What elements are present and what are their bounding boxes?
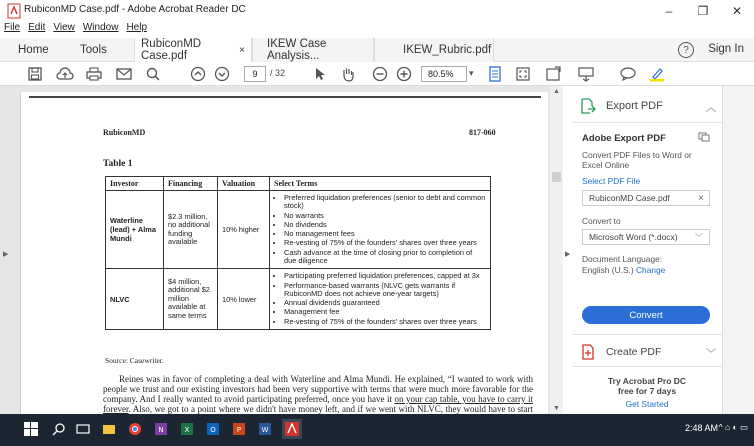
term-item: • No dividends: [284, 221, 486, 229]
tab-label: IKEW_Rubric.pdf: [403, 44, 492, 56]
terms-list: [274, 272, 486, 326]
tab-label: RubiconMD Case.pdf: [141, 38, 202, 62]
trial-promo: [572, 376, 722, 396]
menu-bar: [0, 22, 754, 36]
zoom-dropdown-icon[interactable]: ▾: [469, 68, 474, 78]
file-explorer-icon[interactable]: [102, 422, 116, 436]
outlook-icon[interactable]: [206, 422, 220, 436]
tools-right-pane: [572, 86, 722, 414]
promo-line: free for 7 days: [617, 386, 677, 396]
menu-file[interactable]: File: [4, 22, 21, 33]
change-language-link[interactable]: Change: [636, 265, 666, 275]
taskbar-clock[interactable]: 2:48 AM: [684, 423, 718, 433]
paragraph-underlined-text: on your cap table, you have to carry it forever: [103, 394, 534, 414]
search-icon[interactable]: [146, 65, 160, 83]
scroll-up-arrow-icon[interactable]: ▲: [553, 88, 560, 95]
get-started-link[interactable]: Get Started: [625, 399, 669, 409]
right-tool-strip: [722, 86, 754, 414]
investor-terms-table: [105, 176, 491, 330]
document-language: [582, 254, 665, 276]
column-header: Investor: [106, 177, 164, 191]
column-header: Select Terms: [270, 177, 491, 191]
close-tab-icon[interactable]: ×: [239, 44, 245, 56]
term-item: • Re-vesting of 75% of the founders' shares over three years: [284, 239, 486, 247]
valuation-cell: 10% lower: [218, 269, 270, 330]
export-description: Convert PDF Files to Word or Excel Online: [582, 150, 692, 170]
paragraph-text: . Also, we got to a point where we didn't have money left, and if we went with NLVC, they would have to start: [128, 404, 533, 414]
create-pdf-icon: [580, 344, 596, 360]
scrollbar-thumb[interactable]: [552, 172, 561, 182]
paragraph-text: Reines was in favor of completing a deal with Waterline and Alma Mundi. He explained, “I wanted to work with people we trust and our existing investors had been very supportive with terms that were much more favorable for the company. And I really wanted to avoid participating preferred, once you have it: [103, 374, 533, 404]
right-pane-toggle-icon[interactable]: ▶: [565, 251, 571, 258]
help-icon[interactable]: ?: [678, 42, 694, 58]
zoom-in-icon[interactable]: [396, 65, 412, 83]
convert-to-label: Convert to: [582, 216, 621, 226]
expand-chevron-icon[interactable]: ﹀: [706, 348, 716, 360]
left-pane-toggle-icon[interactable]: ▶: [3, 251, 9, 258]
windows-start-icon[interactable]: [24, 422, 38, 436]
column-header: Financing: [164, 177, 218, 191]
financing-cell: $4 million, additional $2 million available at same terms: [164, 269, 218, 330]
table-title: Table 1: [103, 159, 133, 169]
svg-text:P: P: [236, 426, 242, 434]
title-bar: [0, 0, 754, 22]
collapse-chevron-icon[interactable]: ︿: [706, 102, 716, 114]
file-list-icon[interactable]: [698, 132, 710, 142]
term-item: • Preferred liquidation preferences (senior to debt and common stock): [284, 194, 486, 211]
convert-button[interactable]: Convert: [582, 306, 710, 324]
selected-file-name: RubiconMD Case.pdf: [589, 193, 670, 203]
rotate-view-icon[interactable]: [546, 65, 562, 83]
term-item: • Re-vesting of 75% of the founders' shares over three years: [284, 318, 486, 326]
search-icon[interactable]: [52, 422, 66, 436]
menu-window[interactable]: Window: [82, 22, 119, 33]
menu-help[interactable]: Help: [126, 22, 148, 33]
read-mode-icon[interactable]: [578, 65, 594, 83]
promo-line: Try Acrobat Pro DC: [607, 376, 687, 386]
divider: [572, 366, 722, 367]
terms-list: [274, 194, 486, 265]
fit-page-icon[interactable]: [488, 65, 502, 83]
scroll-down-arrow-icon[interactable]: ▼: [553, 405, 560, 412]
select-tool-icon[interactable]: [314, 65, 326, 83]
table-header-row: [106, 177, 491, 191]
svg-text:N: N: [158, 426, 164, 434]
print-icon[interactable]: [86, 65, 102, 83]
cloud-upload-icon[interactable]: [56, 65, 74, 83]
full-screen-icon[interactable]: [516, 65, 530, 83]
term-item: • Annual dividends guaranteed: [284, 299, 486, 307]
pdf-page: [20, 92, 548, 414]
save-icon[interactable]: [28, 65, 42, 83]
divider: [572, 122, 722, 123]
page-header-right: 817-060: [469, 128, 496, 137]
term-item: • No management fees: [284, 230, 486, 238]
remove-file-icon[interactable]: ×: [698, 192, 704, 204]
create-pdf-header[interactable]: [580, 342, 716, 362]
select-pdf-link[interactable]: Select PDF File: [582, 176, 641, 186]
excel-icon[interactable]: [180, 422, 194, 436]
tab-label: IKEW Case Analysis...: [267, 38, 327, 62]
window-title: RubiconMD Case.pdf - Adobe Acrobat Reader DC: [24, 4, 246, 15]
hand-tool-icon[interactable]: [340, 65, 356, 83]
column-header: Valuation: [218, 177, 270, 191]
export-pdf-icon: [580, 98, 596, 114]
adobe-export-title: Adobe Export PDF: [582, 133, 666, 144]
menu-edit[interactable]: Edit: [28, 22, 46, 33]
doc-language-value: English (U.S.): [582, 265, 634, 275]
email-icon[interactable]: [116, 65, 132, 83]
tab-ikew-case-analysis[interactable]: [252, 38, 374, 62]
page-header-left: RubiconMD: [103, 128, 146, 137]
svg-text:O: O: [210, 426, 216, 434]
chrome-icon[interactable]: [128, 422, 142, 436]
investor-cell: NLVC: [106, 269, 164, 330]
page-total: / 32: [270, 68, 286, 78]
acrobat-app-icon: [8, 4, 20, 18]
tab-home[interactable]: Home: [18, 44, 49, 56]
powerpoint-icon[interactable]: [232, 422, 246, 436]
close-button[interactable]: ✕: [731, 4, 743, 18]
valuation-cell: 10% higher: [218, 191, 270, 269]
page-top-rule: [29, 96, 541, 98]
svg-text:W: W: [261, 426, 269, 434]
table-source: Source: Casewriter.: [105, 356, 164, 365]
tab-rubiconmd-case[interactable]: [134, 38, 252, 62]
comment-icon[interactable]: [620, 65, 636, 83]
table-row: [106, 269, 491, 330]
word-icon[interactable]: [258, 422, 272, 436]
tab-bar: [0, 38, 754, 62]
term-item: • Cash advance at the time of closing prior to completion of due diligence: [284, 249, 486, 266]
highlight-icon[interactable]: [648, 65, 666, 83]
zoom-out-icon[interactable]: [372, 65, 388, 83]
term-item: • No warrants: [284, 212, 486, 220]
minimize-button[interactable]: –: [665, 4, 673, 18]
term-item: • Management fee: [284, 308, 486, 316]
format-select[interactable]: [582, 229, 710, 245]
sign-in-link[interactable]: Sign In: [708, 43, 744, 55]
export-pdf-header[interactable]: [580, 96, 716, 116]
terms-cell: [270, 269, 491, 330]
tab-tools[interactable]: Tools: [80, 44, 107, 56]
create-pdf-label: Create PDF: [606, 346, 662, 358]
zoom-level-input[interactable]: 80.5%: [421, 66, 467, 82]
page-number-input[interactable]: 9: [244, 66, 266, 82]
table-row: [106, 191, 491, 269]
tab-ikew-rubric[interactable]: [374, 38, 494, 62]
doc-language-label: Document Language:: [582, 254, 663, 264]
divider: [572, 334, 722, 335]
next-page-icon[interactable]: [214, 65, 230, 83]
chevron-down-icon: ﹀: [695, 232, 703, 242]
export-pdf-label: Export PDF: [606, 100, 663, 112]
term-item: • Participating preferred liquidation preferences, capped at 3x: [284, 272, 486, 280]
format-selected-value: Microsoft Word (*.docx): [589, 232, 678, 242]
toolbar: [0, 62, 754, 86]
system-tray-icons[interactable]: ^ ⌂ ◐ ▭: [718, 422, 748, 432]
task-view-icon[interactable]: [76, 422, 90, 436]
terms-cell: [270, 191, 491, 269]
investor-cell: Waterline (lead) + Alma Mundi: [106, 191, 164, 269]
term-item: • Performance-based warrants (NLVC gets warrants if RubiconMD does not achieve one-year targets): [284, 282, 486, 299]
menu-view[interactable]: View: [53, 22, 75, 33]
windows-taskbar: [0, 414, 754, 446]
vertical-scrollbar[interactable]: [550, 86, 563, 414]
financing-cell: $2.3 million, no additional funding available: [164, 191, 218, 269]
svg-text:X: X: [184, 426, 190, 434]
maximize-button[interactable]: ❐: [697, 4, 709, 18]
selected-file-field[interactable]: [582, 190, 710, 206]
acrobat-taskbar-icon[interactable]: [282, 419, 302, 439]
previous-page-icon[interactable]: [190, 65, 206, 83]
onenote-icon[interactable]: [154, 422, 168, 436]
